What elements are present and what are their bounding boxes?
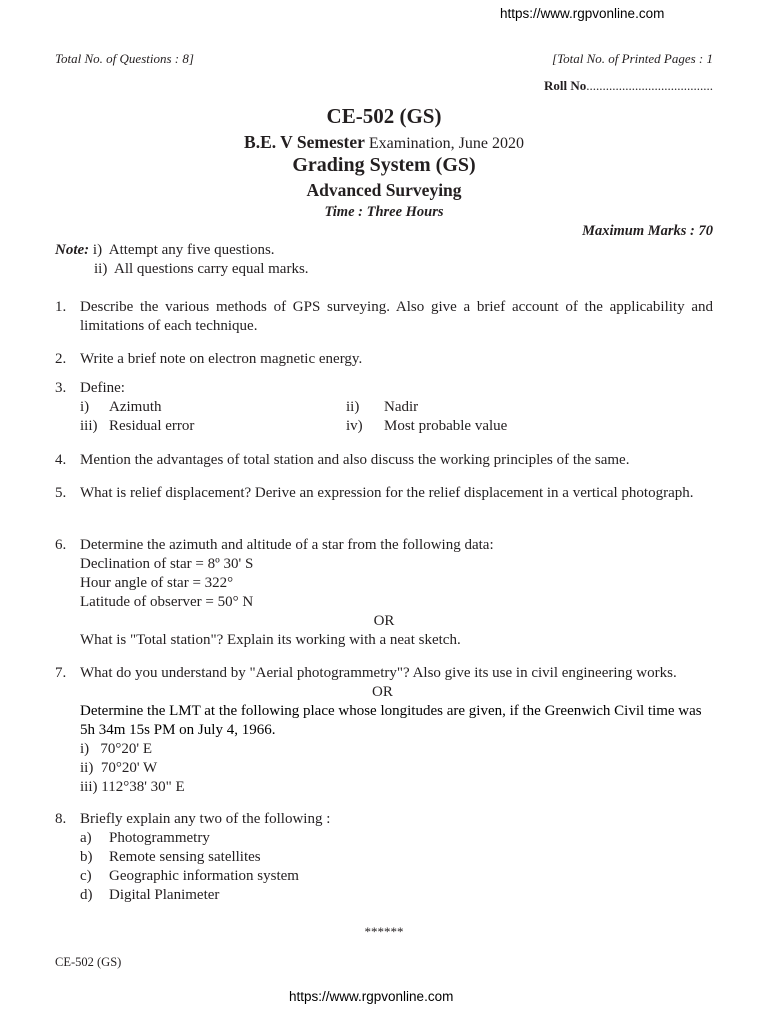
q3-sub-i-num: i): [80, 399, 90, 415]
question-number: 3.: [55, 380, 67, 396]
question-text: Define:: [80, 380, 125, 396]
question-number: 5.: [55, 485, 67, 501]
q7-sub-iii: iii) 112°38' 30" E: [80, 779, 185, 795]
total-questions: Total No. of Questions : 8]: [55, 51, 194, 66]
question-text: Describe the various methods of GPS surveying. Also give a brief account of the applicability and limitations of each technique.: [80, 299, 713, 334]
question-number: 8.: [55, 811, 67, 827]
time-allowed: Time : Three Hours: [324, 204, 444, 220]
footer-paper-code: CE-502 (GS): [55, 955, 122, 969]
q3-sub-iii-num: iii): [80, 418, 98, 434]
question-text: What do you understand by "Aerial photogrammetry"? Also give its use in civil engineering works.: [80, 665, 677, 681]
q3-sub-iv-text: Most probable value: [384, 418, 508, 434]
q8-sub-c-text: Geographic information system: [109, 868, 299, 884]
question-text: What is relief displacement? Derive an expression for the relief displacement in a vertical photograph.: [80, 485, 694, 501]
question-text: Write a brief note on electron magnetic energy.: [80, 351, 363, 367]
printed-pages: [Total No. of Printed Pages : 1: [552, 51, 713, 66]
question-number: 6.: [55, 537, 67, 553]
q3-sub-i-text: Azimuth: [109, 399, 162, 415]
subject-title: Advanced Surveying: [306, 180, 462, 200]
q8-sub-c-num: c): [80, 868, 92, 884]
q3-sub-ii-num: ii): [346, 399, 360, 415]
question-text: Mention the advantages of total station and also discuss the working principles of the same.: [80, 452, 630, 468]
question-number: 2.: [55, 351, 67, 367]
note-item-1: i) Attempt any five questions.: [89, 242, 275, 258]
note-label: Note:: [55, 242, 90, 258]
note-item-2: ii) All questions carry equal marks.: [94, 261, 309, 277]
q3-sub-ii-text: Nadir: [384, 399, 419, 415]
q7-or: OR: [372, 684, 393, 700]
roll-no: [544, 78, 713, 94]
q3-sub-iii-text: Residual error: [109, 418, 195, 434]
q6-latitude: Latitude of observer = 50° N: [80, 594, 254, 610]
semester-rest: Examination, June 2020: [364, 135, 524, 152]
question-text: Briefly explain any two of the following :: [80, 811, 331, 827]
q8-sub-d-num: d): [80, 887, 93, 903]
question-number: 4.: [55, 452, 67, 468]
paper-code: CE-502 (GS): [326, 104, 442, 128]
roll-no-label: Roll No: [544, 78, 587, 93]
q7-sub-i: i) 70°20' E: [80, 741, 153, 757]
source-url-bottom[interactable]: https://www.rgpvonline.com: [289, 989, 454, 1004]
q8-sub-b-text: Remote sensing satellites: [109, 849, 261, 865]
q7-sub-ii: ii) 70°20' W: [80, 760, 158, 776]
q8-sub-b-num: b): [80, 849, 93, 865]
q6-or: OR: [373, 613, 395, 629]
question-number: 1.: [55, 299, 67, 315]
q6-hour-angle: Hour angle of star = 322°: [80, 575, 234, 591]
semester-line: [0, 132, 768, 153]
maximum-marks: Maximum Marks : 70: [582, 223, 713, 239]
semester-bold: B.E. V Semester: [244, 132, 365, 152]
q8-sub-a-text: Photogrammetry: [109, 830, 210, 846]
question-number: 7.: [55, 665, 67, 681]
question-text: Determine the azimuth and altitude of a star from the following data:: [80, 537, 494, 553]
source-url-top[interactable]: https://www.rgpvonline.com: [500, 6, 665, 21]
roll-no-dots: .......................................: [586, 78, 713, 93]
q6-declination: Declination of star = 8º 30' S: [80, 556, 254, 572]
q8-sub-d-text: Digital Planimeter: [109, 887, 220, 903]
q3-sub-iv-num: iv): [346, 418, 363, 434]
grading-system: Grading System (GS): [292, 154, 476, 176]
q6-alternative: What is "Total station"? Explain its working with a neat sketch.: [80, 632, 461, 648]
q7-alternative: Determine the LMT at the following place whose longitudes are given, if the Greenwich Civil time was 5h 34m 15s PM on July 4, 1966.: [80, 703, 702, 738]
q8-sub-a-num: a): [80, 830, 92, 846]
note: [55, 241, 275, 260]
end-stars: ******: [364, 924, 404, 939]
